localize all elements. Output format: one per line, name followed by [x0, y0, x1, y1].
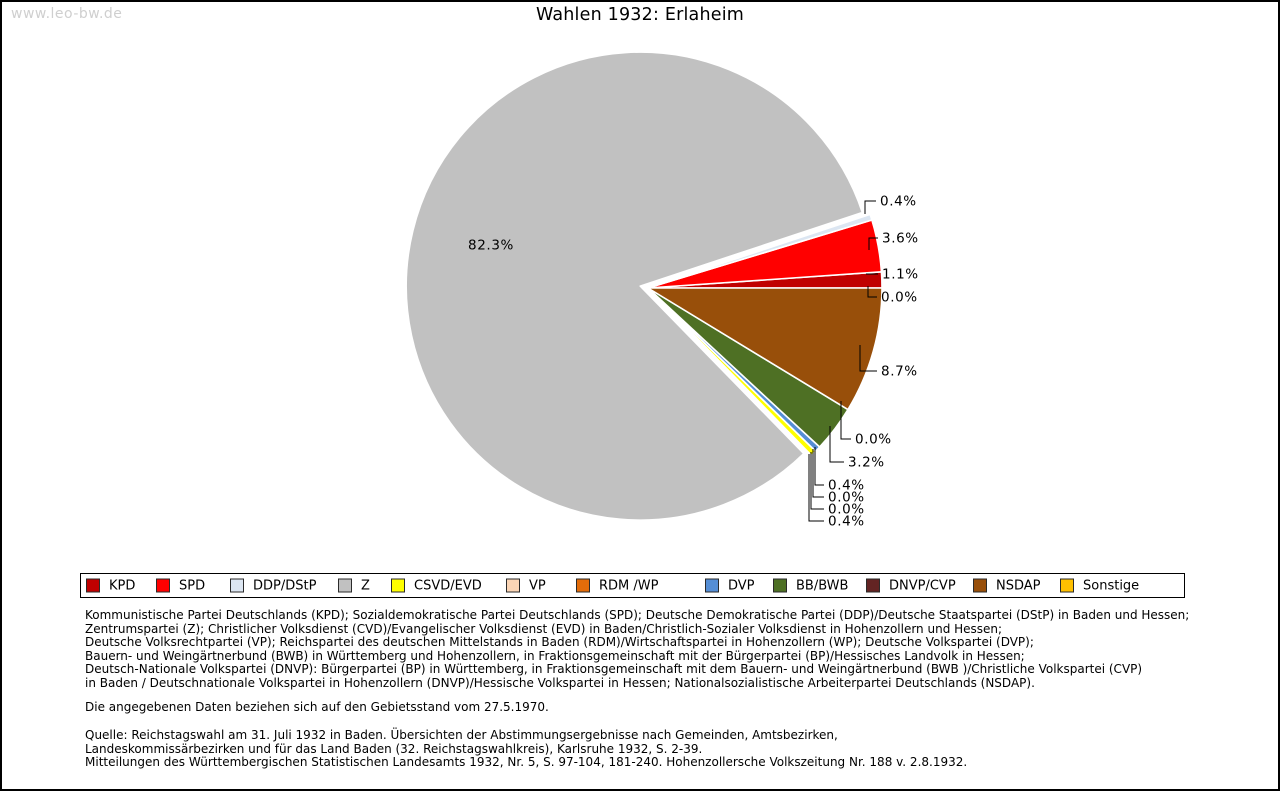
- legend-label: DNVP/CVP: [889, 578, 956, 593]
- legend-swatch: [338, 579, 352, 593]
- percent-label-RDM-WP: 0.0%: [828, 489, 865, 506]
- legend-label: Sonstige: [1083, 578, 1140, 593]
- percent-label-CSVD-EVD: 0.4%: [828, 513, 865, 530]
- legend-swatch: [705, 579, 719, 593]
- pie-chart: [2, 2, 1280, 562]
- percent-label-DDP-DStP: 0.4%: [880, 193, 917, 210]
- legend-item-BB-BWB: [773, 578, 848, 593]
- legend-label: KPD: [109, 578, 136, 593]
- legend-swatch: [1060, 579, 1074, 593]
- legend-label: DDP/DStP: [253, 578, 317, 593]
- legend-item-VP: [506, 578, 546, 593]
- party-note-line: Deutsche Volksrechtpartei (VP); Reichspartei des deutschen Mittelstands in Baden (RDM)/Wirtschaftspartei in Hohenzollern (WP); Deutsche Volkspartei (DVP);: [85, 635, 1034, 649]
- percent-label-SPD: 3.6%: [882, 230, 919, 247]
- legend-swatch: [773, 579, 787, 593]
- page-title: Wahlen 1932: Erlaheim: [535, 5, 745, 25]
- label-connector-DDP-DStP: [865, 201, 876, 214]
- percent-label-NSDAP: 8.7%: [881, 363, 918, 380]
- legend-item-SPD: [156, 578, 205, 593]
- percent-label-DVP: 0.4%: [828, 477, 865, 494]
- source-line: Quelle: Reichstagswahl am 31. Juli 1932 in Baden. Übersichten der Abstimmungsergebnisse nach Gemeinden, Amtsbezirken,: [85, 728, 838, 742]
- source-citation: [85, 729, 967, 770]
- percent-label-Sonstige: 0.0%: [881, 289, 918, 306]
- legend-item-CSVD-EVD: [391, 578, 482, 593]
- legend-swatch: [230, 579, 244, 593]
- party-note-line: in Baden / Deutschnationale Volkspartei in Hohenzollern (DNVP)/Hessische Volkspartei in Hessen; Nationalsozialistische Arbeiterpartei Deutschlands (NSDAP).: [85, 675, 1035, 690]
- legend-item-DNVP-CVP: [866, 578, 956, 593]
- percent-label-DNVP-CVP: 0.0%: [855, 431, 892, 448]
- legend-swatch: [391, 579, 405, 593]
- legend-item-KPD: [86, 578, 135, 593]
- legend-item-Sonstige: [1060, 578, 1139, 593]
- percent-label-BB-BWB: 3.2%: [848, 454, 885, 471]
- legend-swatch: [973, 579, 987, 593]
- legend-label: DVP: [728, 578, 755, 593]
- legend-label: VP: [529, 578, 546, 593]
- legend-item-DDP-DStP: [230, 578, 316, 593]
- legend-item-RDM-WP: [576, 578, 658, 593]
- legend: [80, 573, 1185, 598]
- percent-label-KPD: 1.1%: [882, 266, 919, 283]
- party-note-line: Deutsch-Nationale Volkspartei (DNVP): Bürgerpartei (BP) in Württemberg, in Fraktionsgemeinschaft mit dem Bauern- und Weingärtnerbund (BWB )/Christliche Volkspartei (CVP): [85, 662, 1143, 676]
- legend-swatch: [866, 579, 880, 593]
- legend-label: Z: [361, 578, 370, 593]
- party-note-line: Kommunistische Partei Deutschlands (KPD); Sozialdemokratische Partei Deutschlands (SPD); Deutsche Demokratische Partei (DDP)/Deutsche Staatspartei (DStP) in Baden und Hessen;: [85, 608, 1190, 622]
- legend-swatch: [156, 579, 170, 593]
- label-connector-DVP: [815, 447, 824, 485]
- legend-item-NSDAP: [973, 578, 1041, 593]
- percent-label-VP: 0.0%: [828, 501, 865, 518]
- percent-label-Z: 82.3%: [468, 237, 514, 254]
- legend-item-DVP: [705, 578, 755, 593]
- party-note-line: Zentrumspartei (Z); Christlicher Volksdienst (CVD)/Evangelischer Volksdienst (EVD) in Baden/Christlich-Sozialer Volksdienst in Hohenzollern und Hessen;: [85, 621, 1003, 636]
- legend-label: NSDAP: [996, 578, 1041, 593]
- legend-item-Z: [338, 578, 370, 593]
- legend-label: SPD: [179, 578, 206, 593]
- legend-label: RDM /WP: [599, 578, 659, 593]
- party-abbreviation-notes: [85, 609, 1189, 690]
- legend-swatch: [86, 579, 100, 593]
- legend-label: BB/BWB: [796, 578, 849, 593]
- legend-swatch: [576, 579, 590, 593]
- legend-label: CSVD/EVD: [414, 578, 482, 593]
- source-line: Landeskommissärbezirken und für das Land Baden (32. Reichstagswahlkreis), Karlsruhe 1932, S. 2-39.: [85, 741, 703, 756]
- watermark: www.leo-bw.de: [11, 6, 123, 22]
- legend-swatch: [506, 579, 520, 593]
- party-note-line: Bauern- und Weingärtnerbund (BWB) in Württemberg und Hohenzollern, in Fraktionsgemeinschaft mit der Bürgerpartei (BP)/Hessisches Landvolk in Hessen;: [85, 648, 1025, 663]
- source-line: Mitteilungen des Württembergischen Statistischen Landesamts 1932, Nr. 5, S. 97-104, 181-240. Hohenzollersche Volkszeitung Nr. 188 v. 2.8.1932.: [85, 755, 968, 769]
- territory-note: Die angegebenen Daten beziehen sich auf den Gebietsstand vom 27.5.1970.: [85, 700, 549, 714]
